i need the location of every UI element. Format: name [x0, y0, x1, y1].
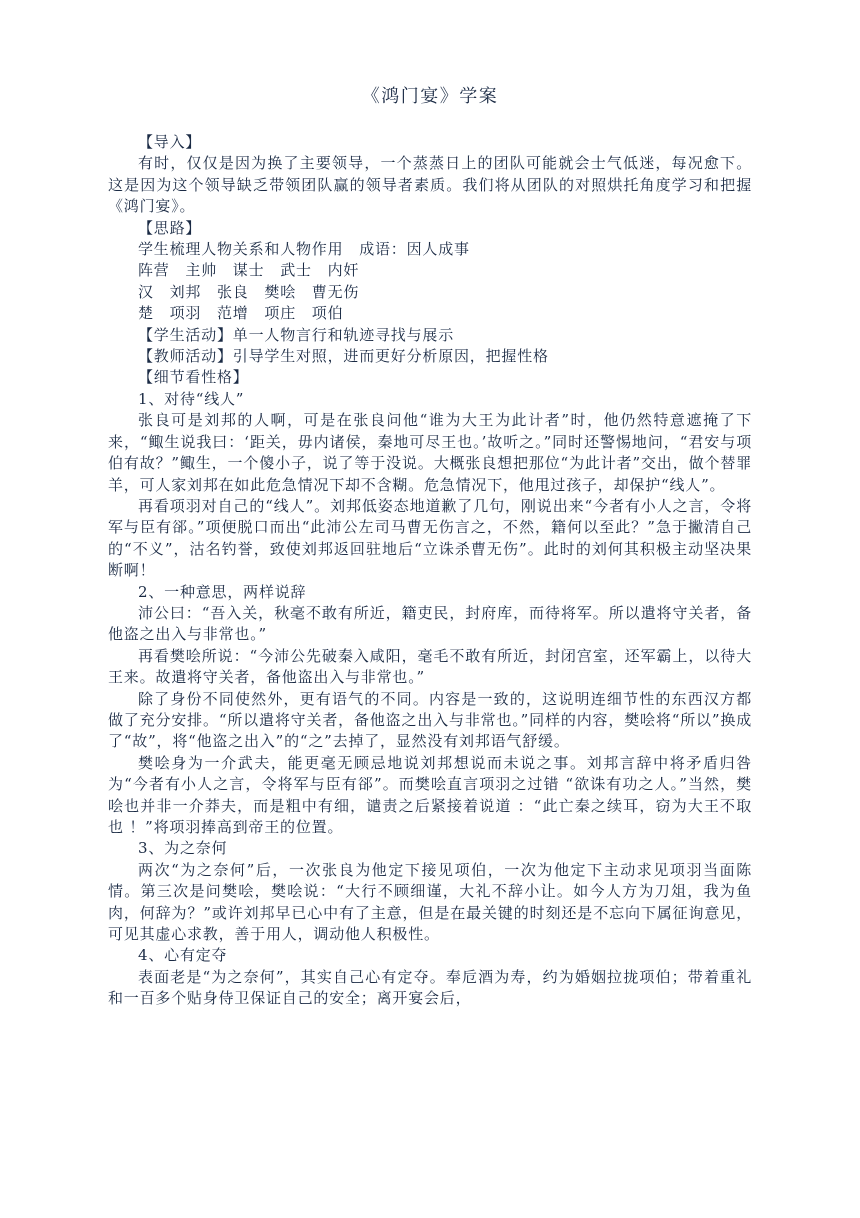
paragraph: 沛公曰：“吾入关，秋毫不敢有所近，籍吏民，封府库，而待将军。所以遣将守关者，备他盗之出入与非常也。” [108, 603, 752, 644]
paragraph: 汉 刘邦 张良 樊哙 曹无伤 [138, 282, 360, 301]
paragraph: 两次“为之奈何”后，一次张良为他定下接见项伯，一次为他定下主动求见项羽当面陈情。第三次是问樊哙，樊哙说：“大行不顾细谨，大礼不辞小让。如今人方为刀俎，我为鱼肉，何辞为？”或许刘邦早已心中有了主意，但是在最关键的时刻还是不忘向下属征询意见，可见其虚心求教，善于用人，调动他人积极性。 [108, 860, 752, 944]
paragraph: 学生梳理人物关系和人物作用 成语：因人成事 [138, 240, 470, 259]
paragraph: 再看项羽对自己的“线人”。刘邦低姿态地道歉了几句，刚说出来“今者有小人之言，令将军与臣有郤。”项便脱口而出“此沛公左司马曹无伤言之，不然，籍何以至此？”急于撇清自己的“不义”，沽名钓誉，致使刘邦返回驻地后“立诛杀曹无伤”。此时的刘何其积极主动坚决果断啊！ [108, 496, 752, 580]
paragraph: 【教师活动】引导学生对照，进而更好分析原因，把握性格 [138, 347, 549, 366]
paragraph: 张良可是刘邦的人啊，可是在张良问他“谁为大王为此计者”时，他仍然特意遮掩了下来，“鲰生说我曰：‘距关，毋内诸侯，秦地可尽王也。’故听之。”同时还警惕地问，“君安与项伯有故？”鲰生，一个傻小子，说了等于没说。大概张良想把那位“为此计者”交出，做个替罪羊，可人家刘邦在如此危急情况下却不含糊。危急情况下，他甩过孩子，却保护“线人”。 [108, 411, 752, 494]
paragraph: 樊哙身为一介武夫，能更毫无顾忌地说刘邦想说而未说之事。刘邦言辞中将矛盾归咎为“今者有小人之言，令将军与臣有郤”。而樊哙直言项羽之过错 “欲诛有功之人。”当然，樊哙也并非一介莽夫，而是粗中有细，谴责之后紧接着说道 ：“此亡秦之续耳，窃为大王不取也 ！”将项羽捧高到帝王的位置。 [108, 753, 752, 836]
paragraph: 3、为之奈何 [138, 839, 228, 858]
paragraph: 阵营 主帅 谋士 武士 内奸 [138, 261, 360, 280]
paragraph: 4、心有定夺 [138, 946, 228, 965]
paragraph: 表面老是“为之奈何”，其实自己心有定夺。奉卮酒为寿，约为婚姻拉拢项伯；带着重礼和一百多个贴身侍卫保证自己的安全；离开宴会后， [108, 967, 752, 1008]
paragraph: 【细节看性格】 [138, 368, 249, 387]
document-body [108, 132, 752, 1010]
paragraph: 有时，仅仅是因为换了主要领导，一个蒸蒸日上的团队可能就会士气低迷，每况愈下。这是因为这个领导缺乏带领团队赢的领导者素质。我们将从团队的对照烘托角度学习和把握《鸿门宴》。 [108, 154, 752, 216]
paragraph: 【导入】 [138, 133, 202, 151]
paragraph: 1、对待“线人” [138, 389, 245, 408]
paragraph: 楚 项羽 范增 项庄 项伯 [138, 304, 344, 323]
paragraph: 2、一种意思，两样说辞 [138, 582, 307, 601]
paragraph: 【学生活动】单一人物言行和轨迹寻找与展示 [138, 325, 455, 344]
document-title: 《鸿门宴》学案 [361, 86, 499, 107]
paragraph: 再看樊哙所说：“今沛公先破秦入咸阳，毫毛不敢有所近，封闭宫室，还军霸上，以待大王来。故遣将守关者，备他盗出入与非常也。” [108, 646, 752, 687]
paragraph: 除了身份不同使然外，更有语气的不同。内容是一致的，这说明连细节性的东西汉方都做了充分安排。“所以遣将守关者，备他盗之出入与非常也。”同样的内容，樊哙将“所以”换成了“故”，将“他盗之出入”的“之”去掉了，显然没有刘邦语气舒缓。 [108, 689, 752, 751]
paragraph: 【思路】 [138, 218, 202, 237]
